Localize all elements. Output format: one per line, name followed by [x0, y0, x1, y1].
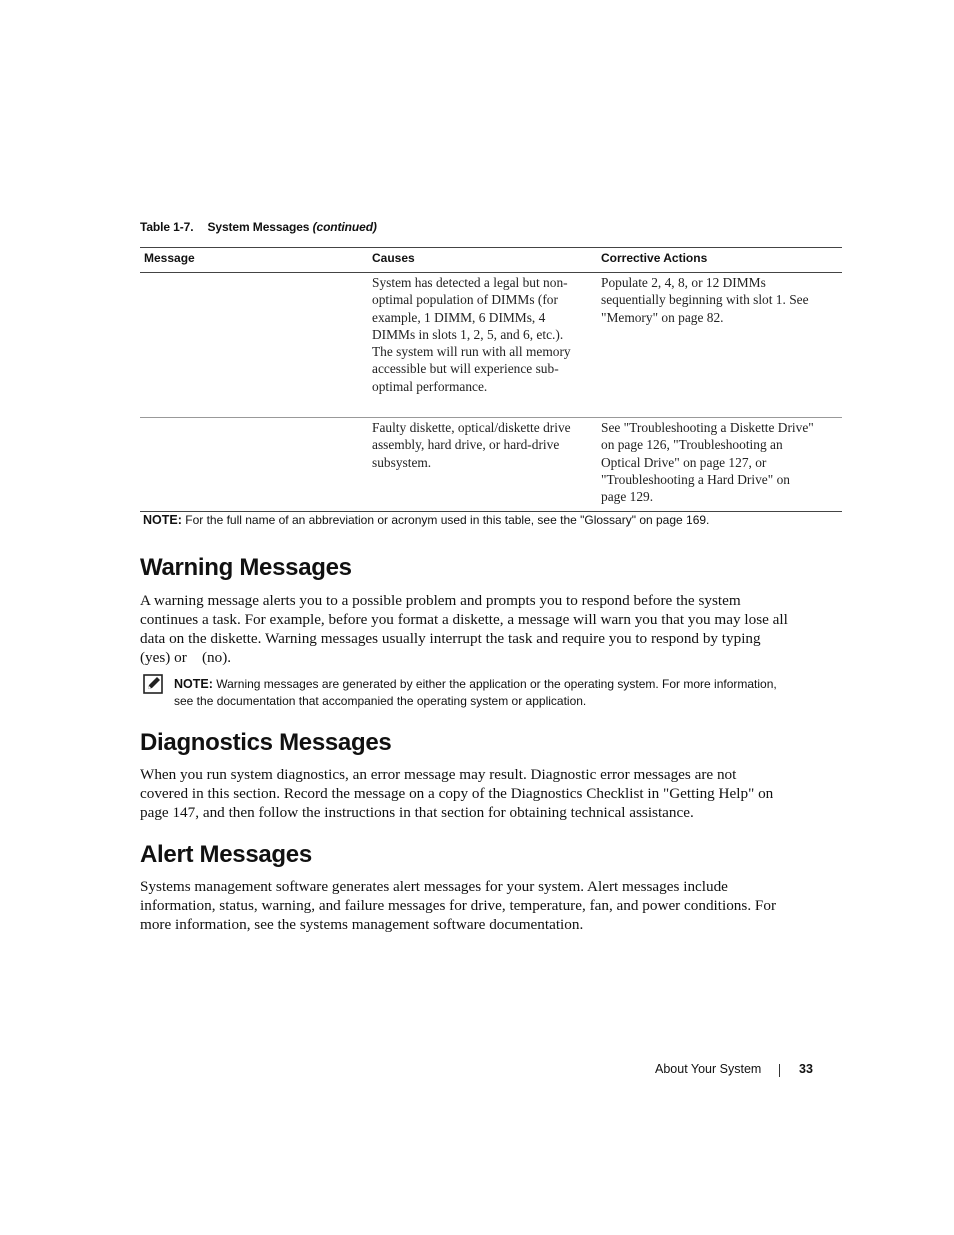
warning-paragraph: A warning message alerts you to a possible problem and prompts you to respond before the system continues a task. For example, before you format a diskette, a message will warn you that you may lose all data on the diskette. Warning messages usually interrupt the task and require you to respond by typing (yes) or (no). [140, 592, 788, 666]
header-corrective-actions: Corrective Actions [601, 251, 708, 265]
row1-actions: Populate 2, 4, 8, or 12 DIMMs sequentially beginning with slot 1. See "Memory" on page 82. [601, 275, 809, 325]
note-pencil-icon [143, 674, 163, 694]
alert-heading: Alert Messages [140, 841, 312, 868]
table-row-rule [140, 417, 842, 418]
footer-separator [779, 1064, 780, 1077]
footer-section-title: About Your System [655, 1062, 762, 1076]
row1-causes: System has detected a legal but non- optimal population of DIMMs (for example, 1 DIMM, 6 DIMMs, 4 DIMMs in slots 1, 2, 5, and 6, etc.). The system will run with all memory accessible but will experience sub- optimal performance. [372, 275, 571, 394]
table-note [143, 513, 709, 527]
alert-paragraph: Systems management software generates alert messages for your system. Alert messages include information, status, warning, and failure messages for drive, temperature, fan, and power conditions. For more information, see the systems management software documentation. [140, 878, 777, 933]
table-top-rule [140, 247, 842, 248]
diagnostics-heading: Diagnostics Messages [140, 729, 392, 756]
diagnostics-paragraph: When you run system diagnostics, an error message may result. Diagnostic error messages are not covered in this section. Record the message on a copy of the Diagnostics Checklist in "Getting Help" on page 147, and then follow the instructions in that section for obtaining technical assistance. [140, 766, 774, 821]
page-number: 33 [799, 1062, 813, 1076]
header-causes: Causes [372, 251, 415, 265]
table-note-label: NOTE: [143, 513, 182, 527]
warning-heading: Warning Messages [140, 554, 352, 581]
table-bottom-rule [140, 511, 842, 512]
table-number: Table 1-7. [140, 220, 194, 234]
table-note-text: For the full name of an abbreviation or acronym used in this table, see the "Glossary" on page 169. [185, 513, 710, 527]
row2-causes: Faulty diskette, optical/diskette drive assembly, hard drive, or hard-drive subsystem. [372, 420, 571, 470]
row2-actions: See "Troubleshooting a Diskette Drive" on page 126, "Troubleshooting an Optical Drive" on page 127, or "Troubleshooting a Hard Drive" on page 129. [601, 420, 814, 505]
table-header-rule [140, 272, 842, 273]
table-title: System Messages [207, 220, 310, 234]
warning-note: NOTE: Warning messages are generated by either the application or the operating system. For more information, see the documentation that accompanied the operating system or application. [174, 677, 777, 708]
warning-note-label: NOTE: [174, 677, 213, 691]
table-continued: (continued) [312, 220, 377, 234]
header-message: Message [144, 251, 195, 265]
table-caption [140, 220, 377, 234]
